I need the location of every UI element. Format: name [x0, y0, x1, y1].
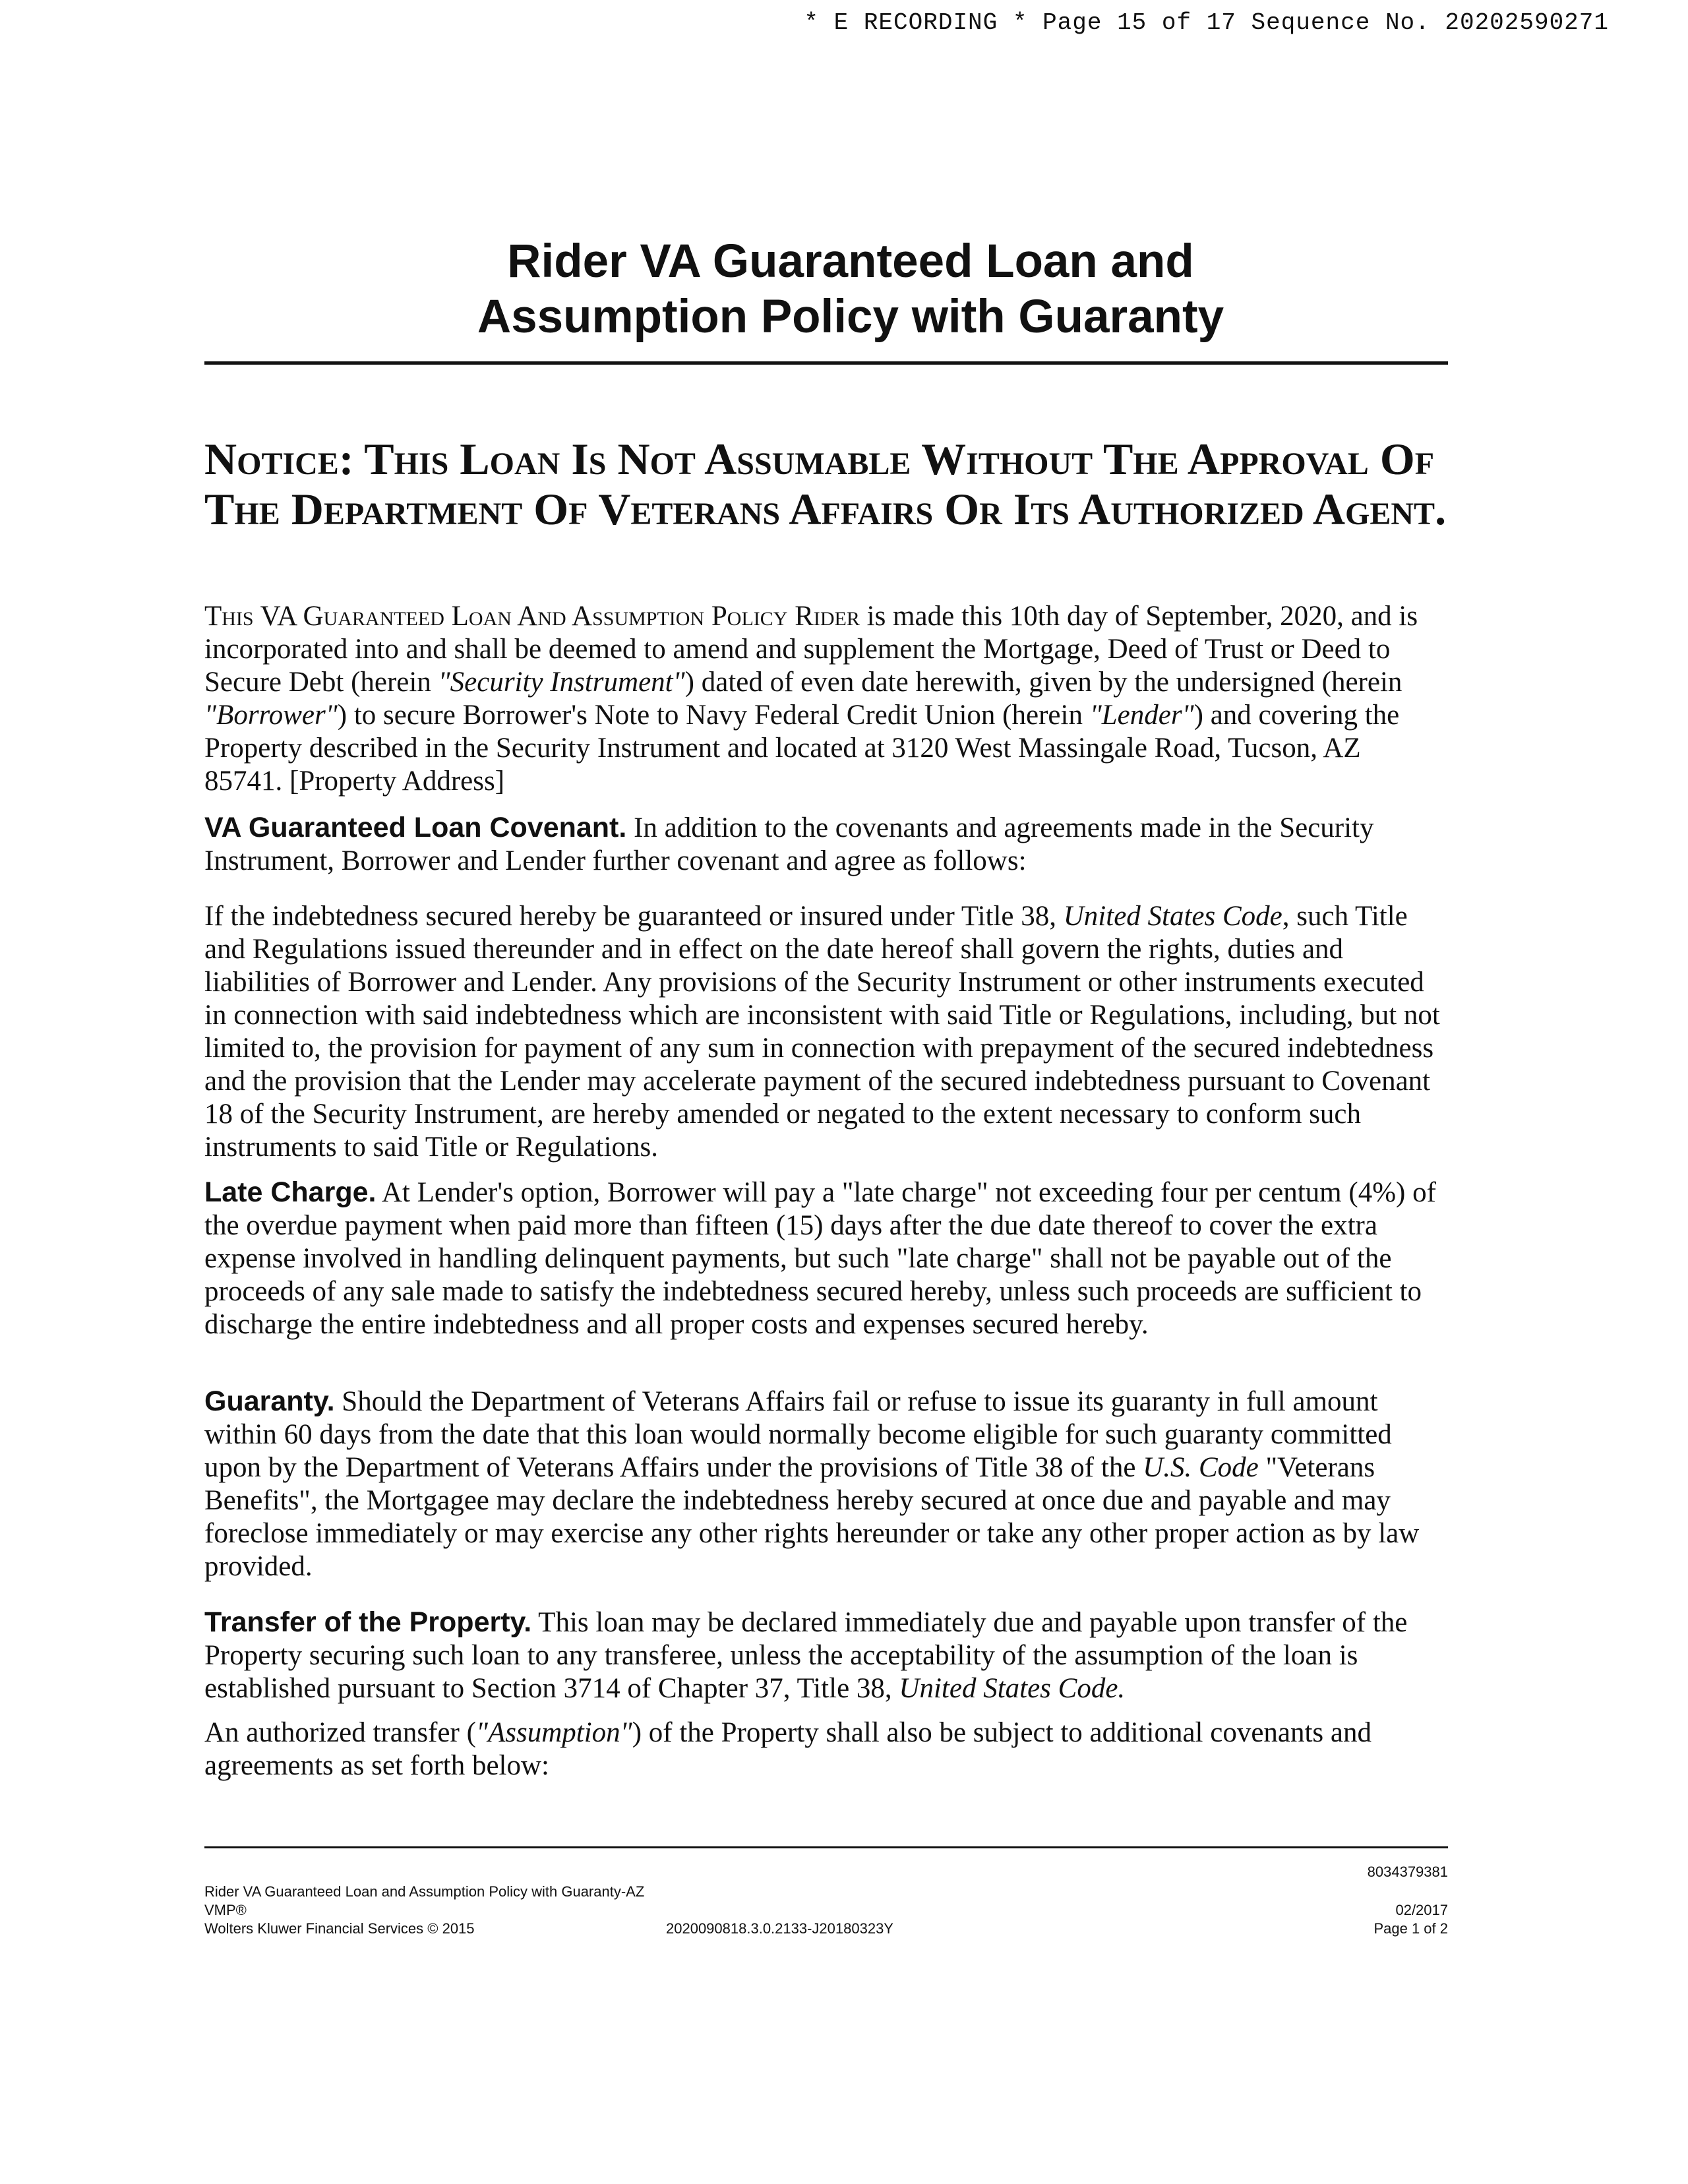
assumption-text-2: ) of the Property shall also be subject to additional covenants and agreements as set forth below:	[204, 1717, 1372, 1781]
footer-form-name: Rider VA Guaranteed Loan and Assumption Policy with Guaranty-AZ	[204, 1883, 645, 1900]
footer-vmp: VMP®	[204, 1902, 247, 1918]
transfer-heading: Transfer of the Property.	[204, 1606, 532, 1638]
intro-text-2: ) dated of even date herewith, given by the undersigned (herein	[684, 667, 1402, 698]
intro-text-3: ) to secure Borrower's Note to Navy Federal Credit Union (herein	[337, 700, 1090, 731]
title-divider	[204, 361, 1448, 365]
footer-doc-code: 2020090818.3.0.2133-J20180323Y	[666, 1920, 893, 1937]
intro-text-1: is made this 10th day of September, 2020, and is incorporated into and shall be deemed to amend and supplement the Mortgage, Deed of Trust or Deed to Secure Debt (herein	[204, 601, 1418, 698]
notice-heading: Notice: This Loan Is Not Assumable Without The Approval Of The Department Of Veterans Affairs Or Its Authorized Agent.	[204, 434, 1447, 534]
transfer-paragraph	[204, 1606, 1444, 1705]
indebtedness-italic: United States Code	[1063, 901, 1282, 932]
transfer-italic: United States Code.	[899, 1673, 1126, 1704]
intro-italic-3: "Lender"	[1089, 700, 1194, 731]
footer-form-date: 02/2017	[1395, 1902, 1448, 1918]
document-title	[204, 234, 1497, 345]
intro-italic-2: "Borrower"	[204, 700, 338, 731]
title-line-1: Rider VA Guaranteed Loan and	[507, 235, 1194, 288]
footer-publisher: Wolters Kluwer Financial Services © 2015	[204, 1920, 475, 1937]
assumption-text-1: An authorized transfer (	[204, 1717, 476, 1748]
footer-left	[204, 1883, 644, 1938]
footer-right	[1368, 1863, 1448, 1938]
indebtedness-text-2: , such Title and Regulations issued thereunder and in effect on the date hereof shall govern the rights, duties and liabilities of Borrower and Lender. Any provisions of the Security Instrument or other instruments executed in connection with said indebtedness which are inconsistent with said Title or Regulations, including, but not limited to, the provision for payment of any sum in connection with prepayment of the secured indebtedness and the provision that the Lender may accelerate payment of the secured indebtedness pursuant to Covenant 18 of the Security Instrument, are hereby amended or negated to the extent necessary to conform such instruments to said Title or Regulations.	[204, 901, 1440, 1163]
assumption-paragraph	[204, 1716, 1444, 1782]
guaranty-text-2: "Veterans Benefits", the Mortgagee may declare the indebtedness hereby secured at once due and payable and may foreclose immediately or may exercise any other rights hereunder or take any other proper action as by law provided.	[204, 1452, 1420, 1582]
title-line-2: Assumption Policy with Guaranty	[477, 291, 1224, 343]
covenant-paragraph	[204, 811, 1444, 878]
footer-page: Page 1 of 2	[1373, 1920, 1448, 1937]
guaranty-italic: U.S. Code	[1143, 1452, 1259, 1483]
late-charge-text: At Lender's option, Borrower will pay a "late charge" not exceeding four per centum (4%) of the overdue payment when paid more than fifteen (15) days after the due date thereof to cover the extra expense involved in handling delinquent payments, but such "late charge" shall not be payable out of the proceeds of any sale made to satisfy the indebtedness secured hereby, unless such proceeds are sufficient to discharge the entire indebtedness and all proper costs and expenses secured hereby.	[204, 1177, 1436, 1340]
assumption-italic: "Assumption"	[475, 1717, 632, 1748]
intro-lead: This VA Guaranteed Loan And Assumption Policy Rider	[204, 601, 860, 632]
indebtedness-paragraph	[204, 900, 1444, 1164]
recording-header: * E RECORDING * Page 15 of 17 Sequence No. 20202590271	[804, 9, 1609, 36]
transfer-text-1: This loan may be declared immediately due and payable upon transfer of the Property securing such loan to any transferee, unless the acceptability of the assumption of the loan is established pursuant to Section 3714 of Chapter 37, Title 38,	[204, 1607, 1408, 1704]
indebtedness-text-1: If the indebtedness secured hereby be guaranteed or insured under Title 38,	[204, 901, 1064, 932]
footer-divider	[204, 1846, 1448, 1848]
intro-italic-1: "Security Instrument"	[438, 667, 685, 698]
footer-loan-number: 8034379381	[1367, 1864, 1448, 1880]
covenant-text: In addition to the covenants and agreements made in the Security Instrument, Borrower and Lender further covenant and agree as follows:	[204, 812, 1374, 876]
intro-paragraph	[204, 600, 1444, 798]
covenant-heading: VA Guaranteed Loan Covenant.	[204, 812, 627, 843]
late-charge-paragraph	[204, 1176, 1444, 1341]
intro-text-4: ) and covering the Property described in the Security Instrument and located at 3120 West Massingale Road, Tucson, AZ 85741. [Property Address]	[204, 700, 1400, 797]
guaranty-heading: Guaranty.	[204, 1385, 335, 1417]
guaranty-paragraph	[204, 1385, 1444, 1583]
late-charge-heading: Late Charge.	[204, 1176, 377, 1208]
guaranty-text-1: Should the Department of Veterans Affairs fail or refuse to issue its guaranty in full amount within 60 days from the date that this loan would normally become eligible for such guaranty committed upon by the Department of Veterans Affairs under the provisions of Title 38 of the	[204, 1386, 1392, 1483]
